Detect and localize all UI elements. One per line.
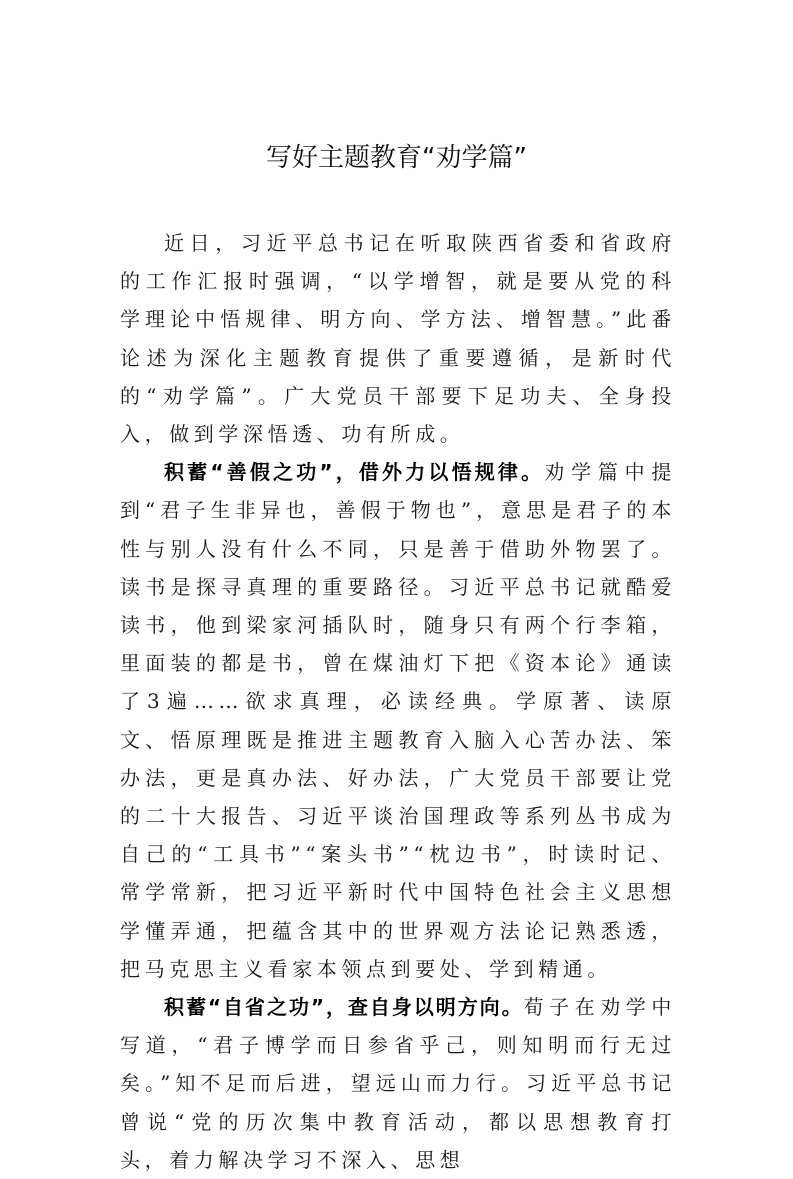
document-body [120,224,676,1179]
paragraph-text: 荀子在劝学中写道，“君子博学而日参省乎己，则知明而行无过矣。”知不足而后进，望远山而力行。习近平总书记曾说“党的历次集中教育活动，都以思想教育打头，着力解决学习不深入、思想 [120,995,676,1172]
paragraph-lead: 积蓄“善假之功”，借外力以悟规律。 [164,460,545,485]
paragraph-section-1 [120,453,676,988]
paragraph-intro [120,224,676,453]
paragraph-lead: 积蓄“自省之功”，查自身以明方向。 [164,995,524,1020]
paragraph-text: 劝学篇中提到“君子生非异也，善假于物也”，意思是君子的本性与别人没有什么不同，只是善于借助外物罢了。读书是探寻真理的重要路径。习近平总书记就酷爱读书，他到梁家河插队时，随身只有两个行李箱，里面装的都是书，曾在煤油灯下把《资本论》通读了3遍……欲求真理，必读经典。学原著、读原文、悟原理既是推进主题教育入脑入心苦办法、笨办法，更是真办法、好办法，广大党员干部要让党的二十大报告、习近平谈治国理政等系列丛书成为自己的“工具书”“案头书”“枕边书”，时读时记、常学常新，把习近平新时代中国特色社会主义思想学懂弄通，把蕴含其中的世界观方法论记熟悉透，把马克思主义看家本领点到要处、学到精通。 [120,460,677,981]
paragraph-section-2 [120,988,676,1179]
paragraph-text: 近日，习近平总书记在听取陕西省委和省政府的工作汇报时强调，“以学增智，就是要从党的科学理论中悟规律、明方向、学方法、增智慧。”此番论述为深化主题教育提供了重要遵循，是新时代的“劝学篇”。广大党员干部要下足功夫、全身投入，做到学深悟透、功有所成。 [120,231,676,447]
document-title: 写好主题教育“劝学篇” [266,143,527,173]
